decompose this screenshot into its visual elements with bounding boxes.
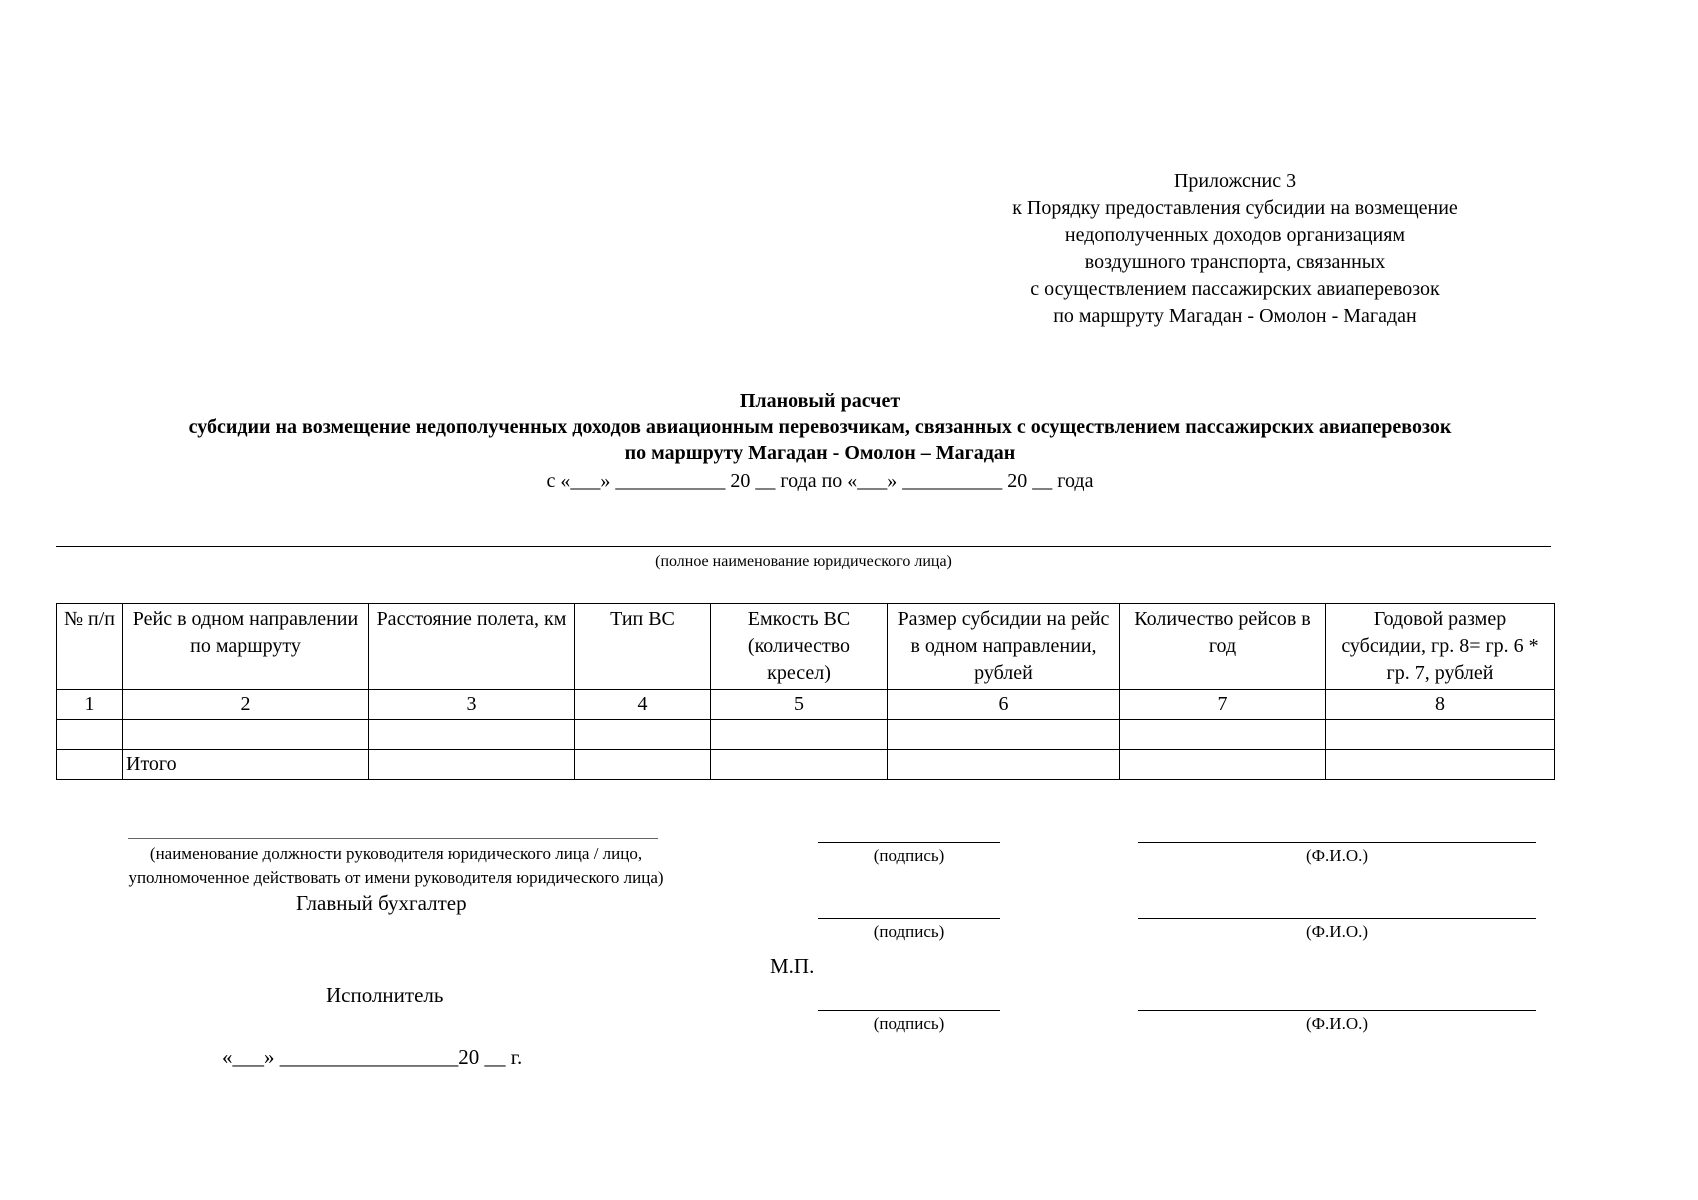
table-cell[interactable] (1120, 720, 1326, 750)
executor-signature-line[interactable] (818, 1010, 1000, 1011)
document-title (0, 388, 1640, 496)
column-number: 4 (575, 690, 711, 720)
column-number: 5 (711, 690, 888, 720)
table-cell[interactable] (1326, 720, 1555, 750)
appendix-header (955, 168, 1515, 330)
table-row (57, 720, 1555, 750)
column-header: Емкость ВС (количество кресел) (711, 604, 888, 690)
table-cell[interactable] (888, 720, 1120, 750)
head-fio-line[interactable] (1138, 842, 1536, 843)
subsidy-table (56, 603, 1555, 780)
column-number: 2 (123, 690, 369, 720)
column-header: Годовой размер субсидии, гр. 8= гр. 6 * гр. 7, рублей (1326, 604, 1555, 690)
column-header: № п/п (57, 604, 123, 690)
table-cell[interactable] (888, 750, 1120, 780)
title-line-2: субсидии на возмещение недополученных доходов авиационным перевозчикам, связанных с осуществлением пассажирских авиаперевозок (188, 416, 1452, 438)
table-cell[interactable] (57, 750, 123, 780)
table-cell[interactable] (575, 720, 711, 750)
period-line: с «___» ___________ 20 __ года по «___» __________ 20 __ года (546, 470, 1094, 492)
accountant-fio-caption: (Ф.И.О.) (1305, 922, 1369, 941)
position-caption-line: (наименование должности руководителя юридического лица / лицо, (149, 844, 643, 863)
table-cell[interactable] (575, 750, 711, 780)
executor-fio-caption: (Ф.И.О.) (1305, 1014, 1369, 1033)
chief-accountant-label: Главный бухгалтер (296, 891, 467, 915)
column-header: Тип ВС (575, 604, 711, 690)
table-cell[interactable] (369, 720, 575, 750)
appendix-line: воздушного транспорта, связанных (1084, 251, 1386, 273)
table-cell[interactable] (123, 720, 369, 750)
column-number: 6 (888, 690, 1120, 720)
table-cell[interactable] (711, 720, 888, 750)
executor-signature-caption: (подпись) (873, 1014, 945, 1033)
title-line-3: по маршруту Магадан - Омолон – Магадан (624, 442, 1016, 464)
position-caption (56, 842, 736, 890)
appendix-line: к Порядку предоставления субсидии на возмещение (1012, 197, 1458, 219)
table-cell[interactable] (1120, 750, 1326, 780)
stamp-place-label: М.П. (770, 954, 815, 978)
column-header: Рейс в одном направлении по маршруту (123, 604, 369, 690)
executor-fio-line[interactable] (1138, 1010, 1536, 1011)
head-signature-line[interactable] (818, 842, 1000, 843)
total-label: Итого (123, 750, 369, 780)
position-caption-line: уполномоченное действовать от имени руководителя юридического лица) (128, 868, 664, 887)
column-header: Расстояние полета, км (369, 604, 575, 690)
appendix-line: с осуществлением пассажирских авиаперевозок (1030, 278, 1440, 300)
table-cell[interactable] (369, 750, 575, 780)
column-header: Количество рейсов в год (1120, 604, 1326, 690)
column-number: 3 (369, 690, 575, 720)
accountant-signature-caption: (подпись) (873, 922, 945, 941)
column-number-row (57, 690, 1555, 720)
total-row (57, 750, 1555, 780)
table-cell[interactable] (57, 720, 123, 750)
accountant-fio-line[interactable] (1138, 918, 1536, 919)
accountant-signature-line[interactable] (818, 918, 1000, 919)
column-number: 7 (1120, 690, 1326, 720)
position-line[interactable] (128, 838, 658, 839)
head-fio-caption: (Ф.И.О.) (1305, 846, 1369, 865)
appendix-line: недополученных доходов организациям (1064, 224, 1406, 246)
column-number: 1 (57, 690, 123, 720)
date-field[interactable]: «___» _________________20 __ г. (222, 1045, 523, 1069)
column-number: 8 (1326, 690, 1555, 720)
table-cell[interactable] (1326, 750, 1555, 780)
executor-label: Исполнитель (326, 983, 444, 1007)
table-header-row (57, 604, 1555, 690)
column-header: Размер субсидии на рейс в одном направлении, рублей (888, 604, 1120, 690)
title-line-1: Плановый расчет (739, 390, 901, 412)
appendix-line: Приложснис 3 (1173, 170, 1297, 192)
head-signature-caption: (подпись) (873, 846, 945, 865)
entity-name-line[interactable] (56, 546, 1551, 547)
entity-name-caption: (полное наименование юридического лица) (655, 553, 952, 570)
table-cell[interactable] (711, 750, 888, 780)
appendix-line: по маршруту Магадан - Омолон - Магадан (1053, 305, 1417, 327)
